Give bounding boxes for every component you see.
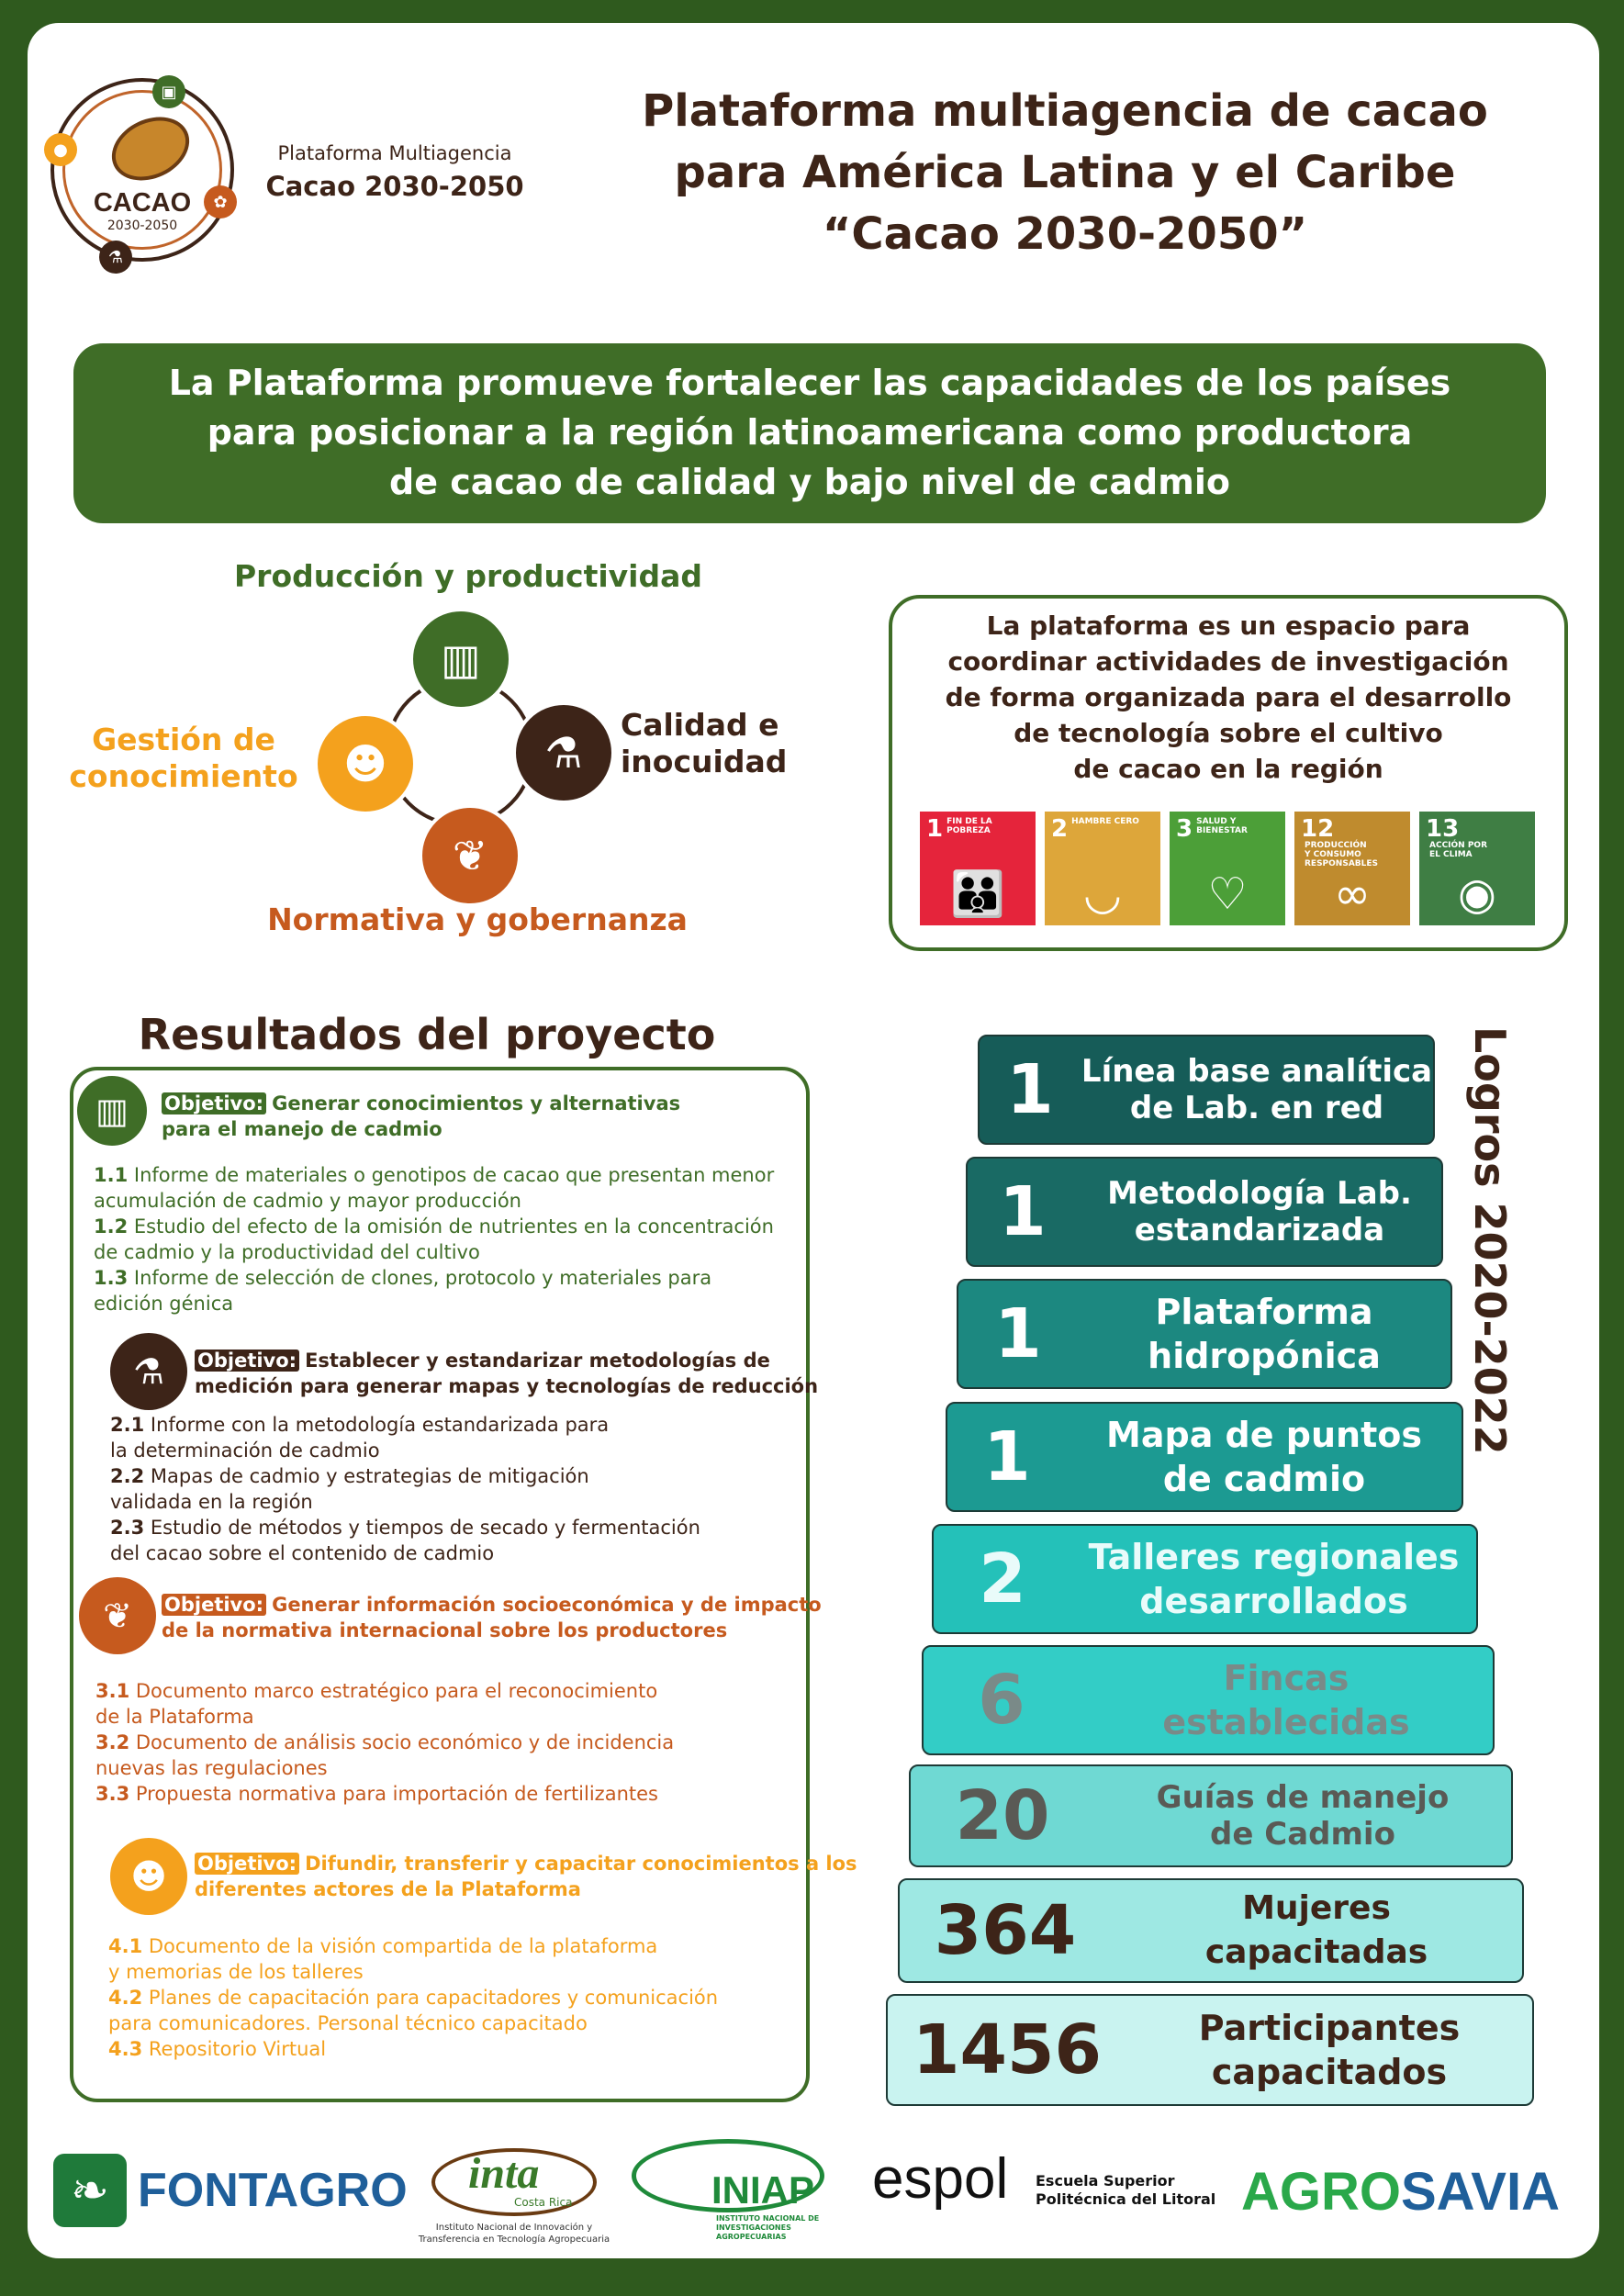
achievement-label-line: estandarizada — [1134, 1212, 1385, 1249]
item-code: 2.2 — [110, 1465, 145, 1487]
item-text: Planes de capacitación para capacitadores y comunicación — [148, 1987, 719, 2009]
eye-globe-icon: ◉ — [1458, 868, 1496, 920]
achievement-number: 2 — [979, 1540, 1026, 1618]
sdg-1-tile — [920, 812, 1036, 925]
achievement-bar — [966, 1157, 1443, 1267]
sdg-number: 2 — [1051, 815, 1069, 843]
achievement-label-line: Plataforma — [1155, 1292, 1373, 1332]
platform-name: Cacao 2030-2050 — [265, 171, 524, 202]
item-text: Informe de selección de clones, protocolo y materiales para — [133, 1267, 712, 1289]
item-text: Propuesta normativa para importación de fertilizantes — [135, 1783, 658, 1805]
objective-4-items — [108, 1933, 718, 2062]
inta-wordmark: inta — [468, 2149, 540, 2198]
objective-tag: Objetivo: — [162, 1594, 266, 1616]
info-text — [892, 608, 1564, 787]
achievement-label-line: hidropónica — [1148, 1336, 1381, 1376]
sdg-label: PRODUCCIÓN Y CONSUMO RESPONSABLES — [1305, 841, 1379, 868]
list-item — [95, 1781, 674, 1807]
inta-country: Costa Rica — [514, 2196, 573, 2209]
espol-wordmark: espol — [872, 2147, 1009, 2211]
achievement-label — [1067, 1413, 1462, 1501]
flask-icon: ⚗ — [99, 241, 132, 274]
achievement-number: 1 — [1006, 1050, 1054, 1129]
infinity-icon: ∞ — [1334, 868, 1371, 920]
list-item — [110, 1412, 700, 1438]
item-code: 2.1 — [110, 1414, 145, 1436]
item-text: edición génica — [94, 1293, 234, 1315]
objective-3-heading — [162, 1592, 822, 1643]
banner-line: para posicionar a la región latinoamericana como productora — [207, 412, 1413, 453]
achievement-number: 364 — [934, 1891, 1077, 1970]
objective-heading-line: para el manejo de cadmio — [162, 1118, 442, 1140]
sdg-12-tile — [1294, 812, 1410, 925]
logo-word: CACAO — [93, 188, 192, 218]
info-line: de cacao en la región — [1073, 754, 1383, 784]
espol-subtitle — [1036, 2172, 1215, 2209]
flask-icon: ⚗ — [512, 701, 615, 804]
list-item — [95, 1730, 674, 1755]
item-code: 1.2 — [94, 1215, 129, 1238]
achievement-bar — [932, 1524, 1478, 1634]
achievement-bar — [922, 1645, 1495, 1755]
people-icon: 👪 — [950, 868, 1005, 920]
item-text: Informe con la metodología estandarizada para — [150, 1414, 610, 1436]
objective-3-items — [95, 1678, 674, 1807]
list-item — [94, 1162, 774, 1188]
title-line: para América Latina y el Caribe — [674, 147, 1456, 198]
item-text: Documento de la visión compartida de la plataforma — [148, 1935, 658, 1957]
achievement-label-line: Fincas — [1223, 1658, 1350, 1698]
item-code: 3.1 — [95, 1680, 130, 1702]
achievement-bar — [898, 1878, 1524, 1983]
achievement-number: 1 — [999, 1172, 1047, 1251]
monitor-chart-icon: ▥ — [77, 1076, 147, 1146]
mission-banner — [73, 343, 1546, 523]
achievement-label — [1111, 1887, 1522, 1975]
info-line: coordinar actividades de investigación — [947, 646, 1509, 677]
list-item — [94, 1214, 774, 1239]
logo-years: 2030-2050 — [106, 218, 178, 233]
item-code: 4.1 — [108, 1935, 143, 1957]
achievement-number: 6 — [978, 1661, 1025, 1740]
achievement-number: 1 — [994, 1294, 1042, 1373]
sdg-3-tile — [1170, 812, 1285, 925]
achievements-title: Logros 2020-2022 — [1465, 1026, 1515, 1455]
farmer-icon: ● — [44, 133, 77, 166]
achievement-label — [1094, 1779, 1511, 1853]
banner-line: La Plataforma promueve fortalecer las capacidades de los países — [168, 363, 1451, 403]
item-text: y memorias de los talleres — [108, 1961, 364, 1983]
heartbeat-icon: ♡ — [1207, 868, 1248, 920]
item-text: Documento marco estratégico para el reconocimiento — [135, 1680, 658, 1702]
item-text: nuevas las regulaciones — [95, 1757, 328, 1779]
achievement-label — [1126, 2006, 1532, 2094]
banner-line: de cacao de calidad y bajo nivel de cadmio — [389, 462, 1230, 502]
agrosavia-logo — [1241, 2161, 1560, 2223]
platform-info-box — [889, 595, 1568, 951]
objective-tag: Objetivo: — [195, 1853, 299, 1875]
objective-heading-line: Generar conocimientos y alternativas — [272, 1092, 681, 1114]
achievement-label-line: capacitadas — [1204, 1933, 1428, 1971]
agrosavia-savia: SAVIA — [1401, 2162, 1560, 2222]
info-line: de forma organizada para el desarrollo — [945, 682, 1512, 712]
item-code: 2.3 — [110, 1517, 145, 1539]
flask-icon: ⚗ — [110, 1333, 187, 1410]
item-text: Estudio de métodos y tiempos de secado y fermentación — [150, 1517, 700, 1539]
item-text: de cadmio y la productividad del cultivo — [94, 1241, 480, 1263]
item-text: Documento de análisis socio económico y de incidencia — [135, 1731, 675, 1753]
achievement-label — [1078, 1175, 1441, 1249]
info-line: La plataforma es un espacio para — [986, 610, 1471, 641]
list-item — [110, 1515, 700, 1540]
achievement-label-line: establecidas — [1162, 1702, 1410, 1742]
pillar-quality-line: inocuidad — [621, 744, 788, 779]
achievement-label-line: desarrollados — [1139, 1581, 1408, 1621]
item-code: 1.1 — [94, 1164, 129, 1186]
achievement-number: 1 — [983, 1417, 1031, 1496]
objective-heading-line: Difundir, transferir y capacitar conocimientos a los — [305, 1853, 857, 1875]
plant-icon: ❦ — [79, 1577, 156, 1654]
item-code: 3.3 — [95, 1783, 130, 1805]
agrosavia-agro: AGRO — [1241, 2162, 1401, 2222]
item-text: la determinación de cadmio — [110, 1439, 380, 1462]
results-title: Resultados del proyecto — [138, 1010, 716, 1059]
item-text: acumulación de cadmio y mayor producción — [94, 1190, 521, 1212]
iniap-subtitle: INSTITUTO NACIONAL DE INVESTIGACIONES AGROPECUARIAS — [716, 2214, 820, 2241]
item-text: Informe de materiales o genotipos de cacao que presentan menor — [133, 1164, 775, 1186]
iniap-wordmark: INIAP — [711, 2168, 815, 2212]
objective-heading-line: de la normativa internacional sobre los productores — [162, 1619, 728, 1641]
objective-heading-line: Generar información socioeconómica y de impacto — [272, 1594, 822, 1616]
farmer-icon: ☻ — [314, 712, 417, 815]
page-title — [551, 81, 1579, 265]
item-text: del cacao sobre el contenido de cadmio — [110, 1542, 495, 1564]
achievement-number: 20 — [955, 1776, 1050, 1855]
sdg-number: 1 — [926, 815, 944, 843]
sdg-2-tile — [1045, 812, 1160, 925]
sdg-13-tile — [1419, 812, 1535, 925]
achievement-bar — [886, 1994, 1534, 2106]
achievement-label-line: Línea base analítica — [1081, 1053, 1433, 1090]
objective-1-items — [94, 1162, 774, 1316]
pillar-production: Producción y productividad — [233, 558, 702, 594]
achievement-bar — [946, 1402, 1463, 1512]
espol-subtitle-line: Politécnica del Litoral — [1036, 2190, 1216, 2208]
inta-subtitle — [413, 2222, 615, 2246]
sdg-label: HAMBRE CERO — [1071, 817, 1139, 826]
list-item — [110, 1463, 700, 1489]
item-code: 3.2 — [95, 1731, 130, 1753]
item-code: 4.3 — [108, 2038, 143, 2060]
achievement-label-line: Guías de manejo — [1156, 1779, 1450, 1816]
plant-icon: ❦ — [419, 804, 521, 907]
inta-subtitle-line: Transferencia en Tecnología Agropecuaria — [418, 2234, 610, 2245]
objective-2-items — [110, 1412, 700, 1566]
list-item — [95, 1678, 674, 1704]
achievement-label — [1078, 1290, 1450, 1378]
info-line: de tecnología sobre el cultivo — [1014, 718, 1443, 748]
objective-2-heading — [195, 1348, 818, 1399]
sdg-label: FIN DE LA POBREZA — [946, 817, 992, 835]
objective-heading-line: medición para generar mapas y tecnologías de reducción — [195, 1375, 819, 1397]
achievement-label — [1071, 1535, 1476, 1623]
pillar-knowledge-line: conocimiento — [69, 758, 298, 794]
platform-subtitle: Plataforma Multiagencia — [277, 142, 512, 164]
achievement-label-line: de cadmio — [1162, 1459, 1366, 1499]
objective-4-heading — [195, 1851, 857, 1902]
wheat-icon: ❧ — [53, 2154, 127, 2227]
monitor-chart-icon: ▥ — [409, 608, 512, 711]
inta-subtitle-line: Instituto Nacional de Innovación y — [435, 2223, 593, 2233]
pillar-quality-line: Calidad e — [621, 707, 779, 743]
item-code: 1.3 — [94, 1267, 129, 1289]
item-text: Repositorio Virtual — [148, 2038, 327, 2060]
achievement-label-line: Mujeres — [1242, 1889, 1391, 1927]
sdg-number: 13 — [1426, 815, 1460, 843]
item-text: validada en la región — [110, 1491, 313, 1513]
pillar-quality — [621, 707, 787, 780]
sdg-number: 12 — [1301, 815, 1335, 843]
objective-heading-line: Establecer y estandarizar metodologías de — [305, 1350, 770, 1372]
sdg-number: 3 — [1176, 815, 1193, 843]
monitor-icon: ▣ — [152, 75, 185, 108]
achievement-bar — [978, 1035, 1435, 1145]
achievement-label-line: Participantes — [1198, 2008, 1461, 2048]
list-item — [108, 1985, 718, 2010]
item-text: de la Plataforma — [95, 1706, 254, 1728]
list-item — [108, 2036, 718, 2062]
item-text: Mapas de cadmio y estrategias de mitigación — [150, 1465, 589, 1487]
bowl-icon: ◡ — [1083, 868, 1122, 920]
item-code: 4.2 — [108, 1987, 143, 2009]
objective-tag: Objetivo: — [162, 1092, 266, 1114]
title-line: “Cacao 2030-2050” — [822, 208, 1308, 260]
achievement-label — [1081, 1053, 1433, 1126]
item-text: para comunicadores. Personal técnico capacitado — [108, 2012, 588, 2034]
achievement-label-line: Mapa de puntos — [1106, 1415, 1422, 1455]
pillar-knowledge-line: Gestión de — [92, 722, 275, 757]
achievement-label — [1080, 1656, 1493, 1744]
list-item — [108, 1933, 718, 1959]
sdg-label: SALUD Y BIENESTAR — [1196, 817, 1248, 835]
espol-subtitle-line: Escuela Superior — [1036, 2172, 1175, 2190]
objective-1-heading — [162, 1091, 680, 1142]
sdg-label: ACCIÓN POR EL CLIMA — [1429, 841, 1488, 859]
plant-icon: ✿ — [204, 185, 237, 218]
pillar-governance: Normativa y gobernanza — [267, 902, 688, 937]
achievement-label-line: Metodología Lab. — [1107, 1175, 1412, 1212]
achievement-label-line: capacitados — [1211, 2052, 1448, 2092]
achievement-label-line: Talleres regionales — [1088, 1537, 1460, 1577]
achievement-bar — [957, 1279, 1452, 1389]
farmer-icon: ☻ — [110, 1838, 187, 1915]
title-line: Plataforma multiagencia de cacao — [642, 85, 1488, 137]
achievement-number: 1456 — [913, 2010, 1102, 2089]
list-item — [94, 1265, 774, 1291]
pillar-knowledge — [55, 722, 312, 795]
achievement-label-line: de Cadmio — [1210, 1816, 1395, 1853]
achievement-bar — [909, 1764, 1513, 1867]
objective-tag: Objetivo: — [195, 1350, 299, 1372]
fontagro-wordmark: FONTAGRO — [138, 2164, 408, 2217]
item-text: Estudio del efecto de la omisión de nutrientes en la concentración — [133, 1215, 774, 1238]
objective-heading-line: diferentes actores de la Plataforma — [195, 1878, 581, 1900]
achievement-label-line: de Lab. en red — [1129, 1090, 1384, 1126]
